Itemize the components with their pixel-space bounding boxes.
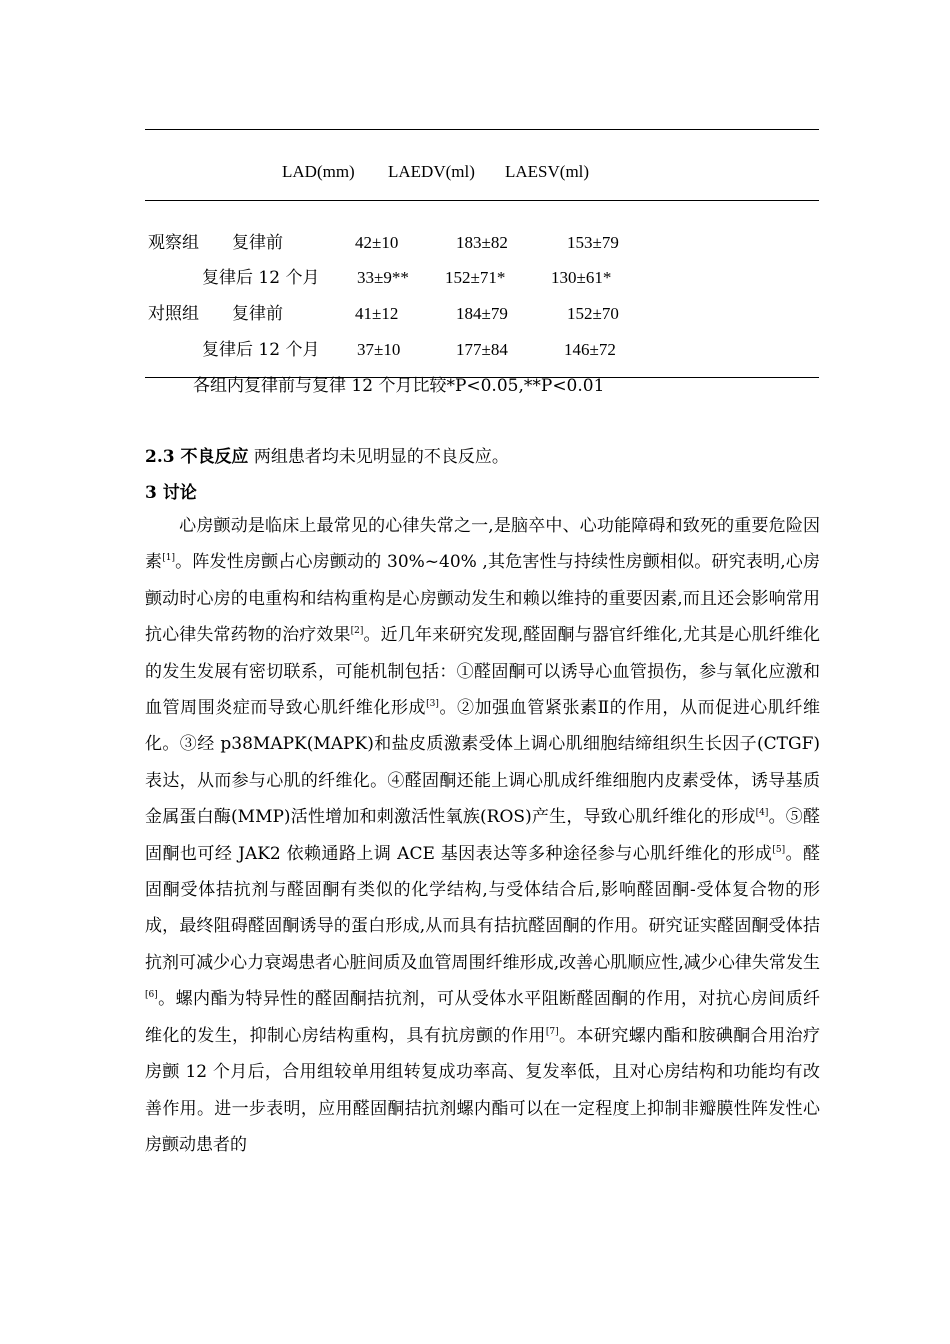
section-2-3: [145, 447, 509, 467]
row1-group: 观察组: [148, 233, 199, 253]
row1-laedv: 183±82: [456, 233, 508, 252]
row4-lad: 37±10: [357, 340, 401, 359]
citation-5: [5]: [772, 844, 786, 855]
discussion-text-6: 。醛固酮受体拮抗剂与醛固酮有类似的化学结构,与受体结合后,影响醛固酮-受体复合物的形成，最终阻碍醛固酮诱导的蛋白形成,从而具有拮抗醛固酮的作用。研究证实醛固酮受体拮抗剂可减少心力衰竭患者心脏间质及血管周围纤维形成,改善心肌顺应性,减少心律失常发生: [145, 843, 821, 973]
row1-lad: 42±10: [355, 233, 399, 252]
col-header-laedv: LAEDV(ml): [388, 162, 475, 181]
row2-lad: 33±9**: [357, 268, 409, 287]
row2-laesv: 130±61*: [551, 268, 612, 287]
section-2-3-heading: 2.3 不良反应: [145, 447, 249, 467]
citation-7: [7]: [545, 1026, 559, 1037]
table-header-rule: [145, 200, 819, 201]
discussion-text-3: 。近几年来研究发现,醛固酮与器官纤维化,尤其是心肌纤维化的发生发展有密切联系，可能机制包括：①醛固酮可以诱导心血管损伤，参与氧化应激和血管周围炎症而导致心肌纤维化形成: [145, 625, 821, 719]
citation-4: [4]: [755, 808, 769, 819]
row1-laesv: 153±79: [567, 233, 619, 252]
discussion-text-5: 。⑤醛固酮也可经 JAK2 依赖通路上调 ACE 基因表达等多种途径参与心肌纤维化的形成: [145, 807, 820, 864]
citation-1: [1]: [162, 553, 175, 564]
citation-6: [6]: [145, 990, 158, 1001]
table-footnote: 各组内复律前与复律 12 个月比较*P<0.05,**P<0.01: [193, 376, 605, 396]
row4-laesv: 146±72: [564, 340, 616, 359]
row2-time: 复律后 12 个月: [202, 268, 320, 288]
row4-laedv: 177±84: [456, 340, 508, 359]
row3-laesv: 152±70: [567, 304, 619, 323]
discussion-text-1: 心房颤动是临床上最常见的心律失常之一,是脑卒中、心功能障碍和致死的重要危险因素: [145, 516, 820, 573]
citation-2: [2]: [350, 626, 364, 637]
discussion-paragraph: [145, 508, 820, 1163]
section-3-heading: 3 讨论: [145, 483, 197, 503]
col-header-laesv: LAESV(ml): [505, 162, 590, 181]
section-2-3-text: 两组患者均未见明显的不良反应。: [248, 447, 509, 467]
row3-time: 复律前: [232, 304, 283, 324]
row3-laedv: 184±79: [456, 304, 508, 323]
discussion-text-2: 。阵发性房颤占心房颤动的 30%~40% ,其危害性与持续性房颤相似。研究表明,心房颤动时心房的电重构和结构重构是心房颤动发生和赖以维持的重要因素,而且还会影响常用抗心律失常药物的治疗效果: [145, 552, 821, 646]
row1-time: 复律前: [232, 233, 283, 253]
row3-lad: 41±12: [355, 304, 399, 323]
discussion-text-4: 。②加强血管紧张素Ⅱ的作用，从而促进心肌纤维化。③经 p38MAPK(MAPK)和盐皮质激素受体上调心肌细胞结缔组织生长因子(CTGF)表达，从而参与心肌的纤维化。④醛固酮还能上调心肌成纤维细胞内皮素受体，诱导基质金属蛋白酶(MMP)活性增加和刺激活性氧族(ROS)产生，导致心肌纤维化的形成: [145, 698, 821, 828]
row4-time: 复律后 12 个月: [202, 340, 320, 360]
citation-3: [3]: [426, 699, 439, 710]
discussion-text-7: 。螺内酯为特异性的醛固酮拮抗剂，可从受体水平阻断醛固酮的作用，对抗心房间质纤维化的发生，抑制心房结构重构，具有抗房颤的作用: [145, 989, 820, 1046]
row2-laedv: 152±71*: [445, 268, 506, 287]
discussion-text-8: 。本研究螺内酯和胺碘酮合用治疗房颤 12 个月后，合用组较单用组转复成功率高、复发率低，且对心房结构和功能均有改善作用。进一步表明，应用醛固酮拮抗剂螺内酯可以在一定程度上抑制非瓣膜性阵发性心房颤动患者的: [145, 1025, 821, 1155]
row3-group: 对照组: [148, 304, 199, 324]
col-header-lad: LAD(mm): [282, 162, 355, 181]
table-top-rule: [145, 129, 819, 130]
